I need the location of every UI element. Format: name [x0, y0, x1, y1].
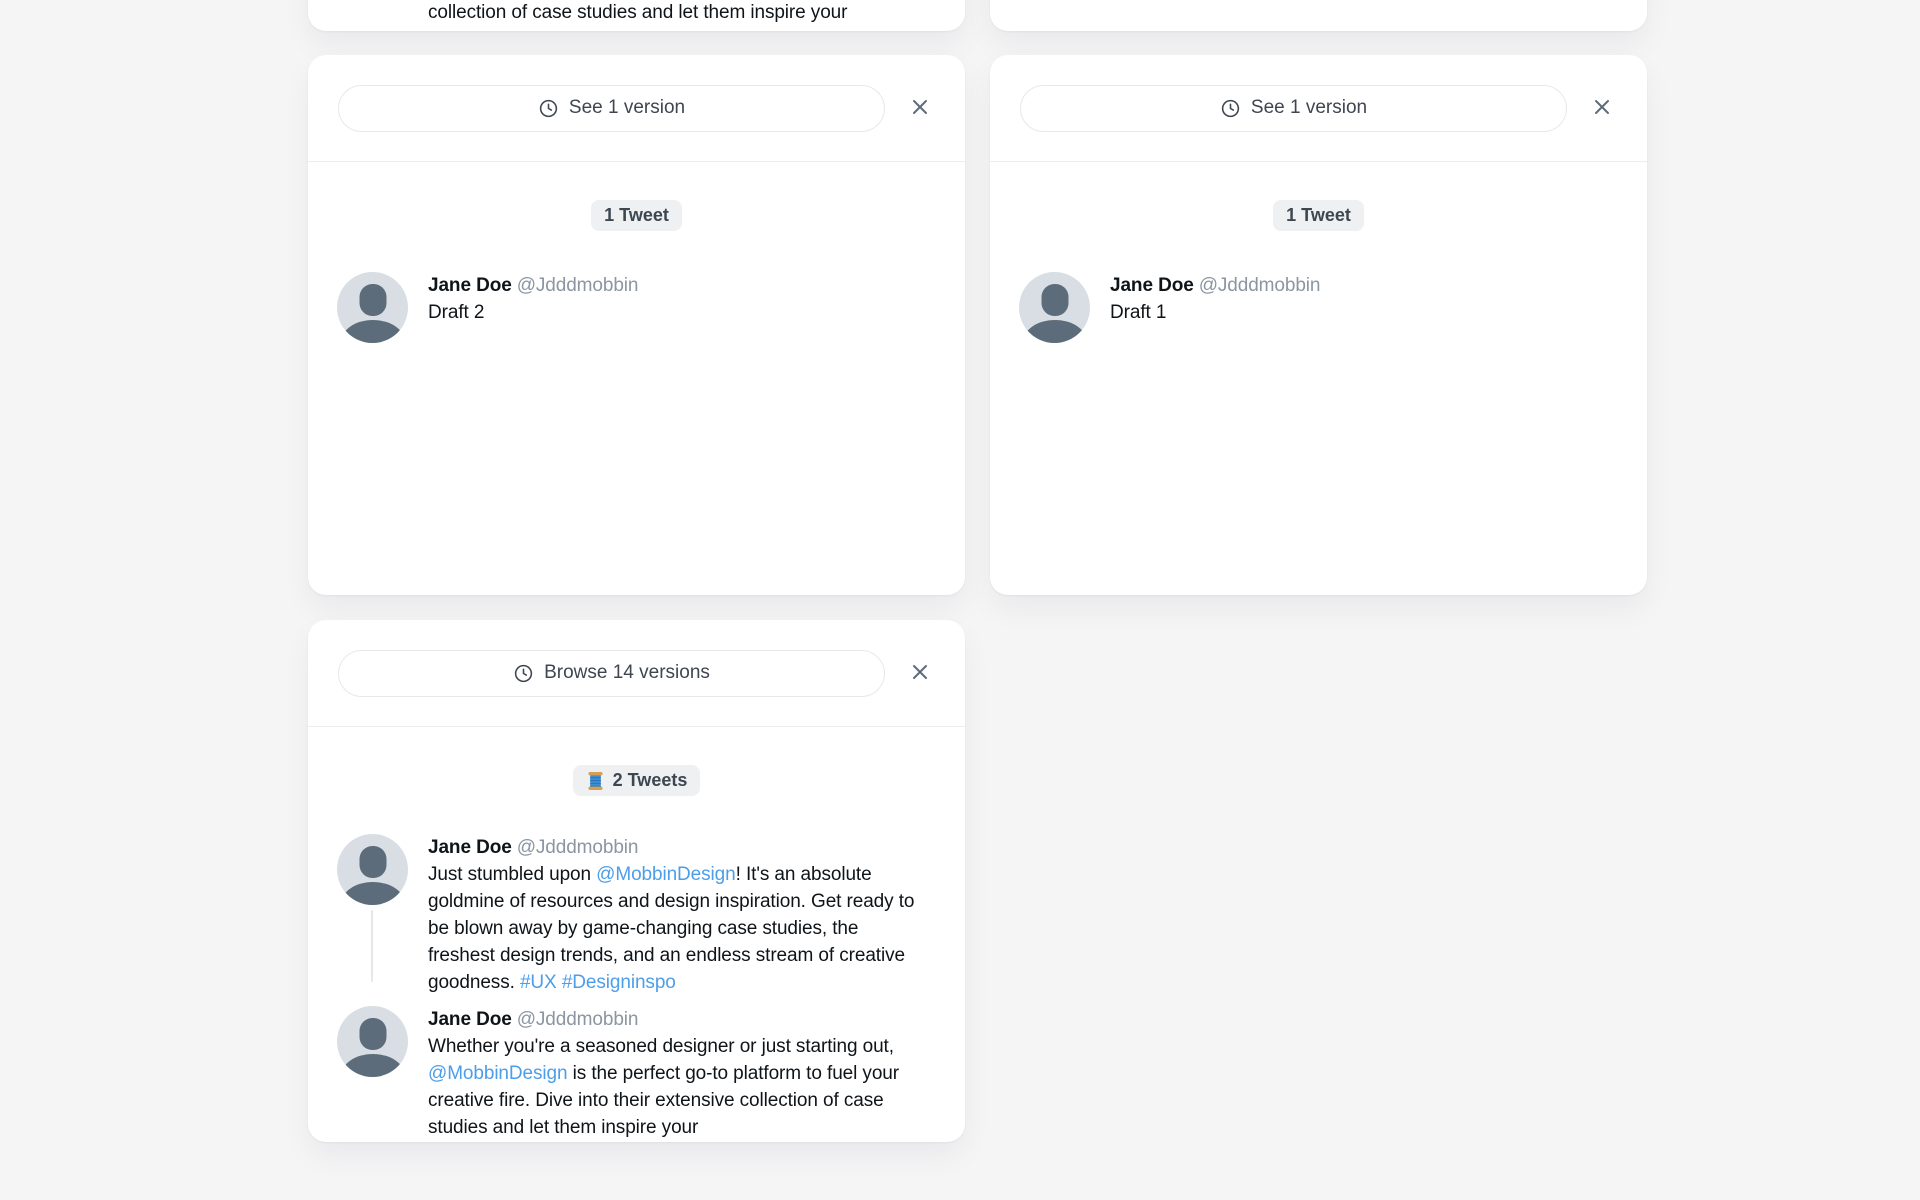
tweet-author-name: Jane Doe	[428, 837, 512, 858]
thread-connector-line	[371, 910, 373, 982]
tweet-content	[428, 1006, 928, 1141]
tweet-text-run: is the perfect go-to platform to fuel your creative fire. Dive into their extensive collection of case studies and let them inspire your	[428, 1063, 899, 1138]
clipped-tweet-card-right	[990, 0, 1647, 31]
avatar-person-icon	[359, 846, 386, 878]
clock-icon	[1220, 98, 1241, 119]
clock-icon	[538, 98, 559, 119]
thread-emoji-icon	[586, 771, 605, 791]
tweet-text	[428, 861, 928, 996]
tweet-row	[990, 272, 1647, 343]
tweet-count-badge	[591, 200, 682, 231]
badge-row	[308, 765, 965, 796]
clipped-tweet-text: collection of case studies and let them inspire your	[428, 2, 848, 23]
avatar	[337, 1006, 408, 1077]
draft-card-1	[990, 55, 1647, 595]
tweet-content	[1110, 272, 1610, 326]
x-icon	[1590, 95, 1614, 122]
close-card-button[interactable]	[905, 658, 935, 688]
card-header	[308, 55, 965, 162]
tweet-text: Draft 2	[428, 302, 485, 323]
tweet-text: Draft 1	[1110, 302, 1167, 323]
tweet-content	[428, 272, 928, 326]
draft-card-2	[308, 55, 965, 595]
tweet-link[interactable]: @MobbinDesign	[428, 1063, 568, 1084]
tweet-link[interactable]: #UX	[519, 972, 557, 993]
browse-versions-label: Browse 14 versions	[544, 662, 710, 683]
avatar-person-icon	[359, 284, 386, 316]
tweet-author-handle: @Jdddmobbin	[1198, 275, 1321, 296]
see-versions-label: See 1 version	[1250, 97, 1368, 118]
card-header	[990, 55, 1647, 162]
see-versions-button[interactable]	[338, 85, 885, 132]
tweet-author-name: Jane Doe	[428, 1009, 512, 1030]
tweet-link[interactable]: @MobbinDesign	[596, 864, 736, 885]
avatar	[337, 272, 408, 343]
tweet-row	[308, 1006, 965, 1141]
tweet-text-run: ! It's an absolute goldmine of resources and design inspiration. Get ready to be blown away by game-changing case studies, the freshest design trends, and an endless stream of creative goodness.	[428, 864, 915, 993]
avatar-person-icon	[1041, 284, 1068, 316]
see-versions-label: See 1 version	[568, 97, 686, 118]
tweet-link[interactable]: #Designinspo	[561, 972, 676, 993]
close-card-button[interactable]	[1587, 93, 1617, 123]
tweet-count-label: 1 Tweet	[1286, 205, 1351, 225]
badge-row	[990, 200, 1647, 231]
tweet-author-handle: @Jdddmobbin	[516, 837, 639, 858]
clock-icon	[513, 663, 534, 684]
tweet-count-badge	[1273, 200, 1364, 231]
tweet-author-handle: @Jdddmobbin	[516, 1009, 639, 1030]
x-icon	[908, 660, 932, 687]
tweet-count-badge	[573, 765, 701, 796]
tweet-count-label: 2 Tweets	[612, 770, 688, 790]
tweet-author-handle: @Jdddmobbin	[516, 275, 639, 296]
tweet-author-name: Jane Doe	[428, 275, 512, 296]
card-header	[308, 620, 965, 727]
avatar	[1019, 272, 1090, 343]
tweet-text-run: Whether you're a seasoned designer or just starting out,	[428, 1036, 894, 1057]
clipped-tweet-card-left	[308, 0, 965, 31]
avatar	[337, 834, 408, 905]
tweet-text	[428, 1033, 928, 1141]
tweet-row	[308, 834, 965, 996]
thread-draft-card	[308, 620, 965, 1142]
close-card-button[interactable]	[905, 93, 935, 123]
badge-row	[308, 200, 965, 231]
tweet-count-label: 1 Tweet	[604, 205, 669, 225]
tweet-row	[308, 272, 965, 343]
tweet-author-name: Jane Doe	[1110, 275, 1194, 296]
browse-versions-button[interactable]	[338, 650, 885, 697]
x-icon	[908, 95, 932, 122]
tweet-content	[428, 834, 928, 996]
see-versions-button[interactable]	[1020, 85, 1567, 132]
tweet-text-run: Just stumbled upon	[428, 864, 597, 885]
avatar-person-icon	[359, 1018, 386, 1050]
